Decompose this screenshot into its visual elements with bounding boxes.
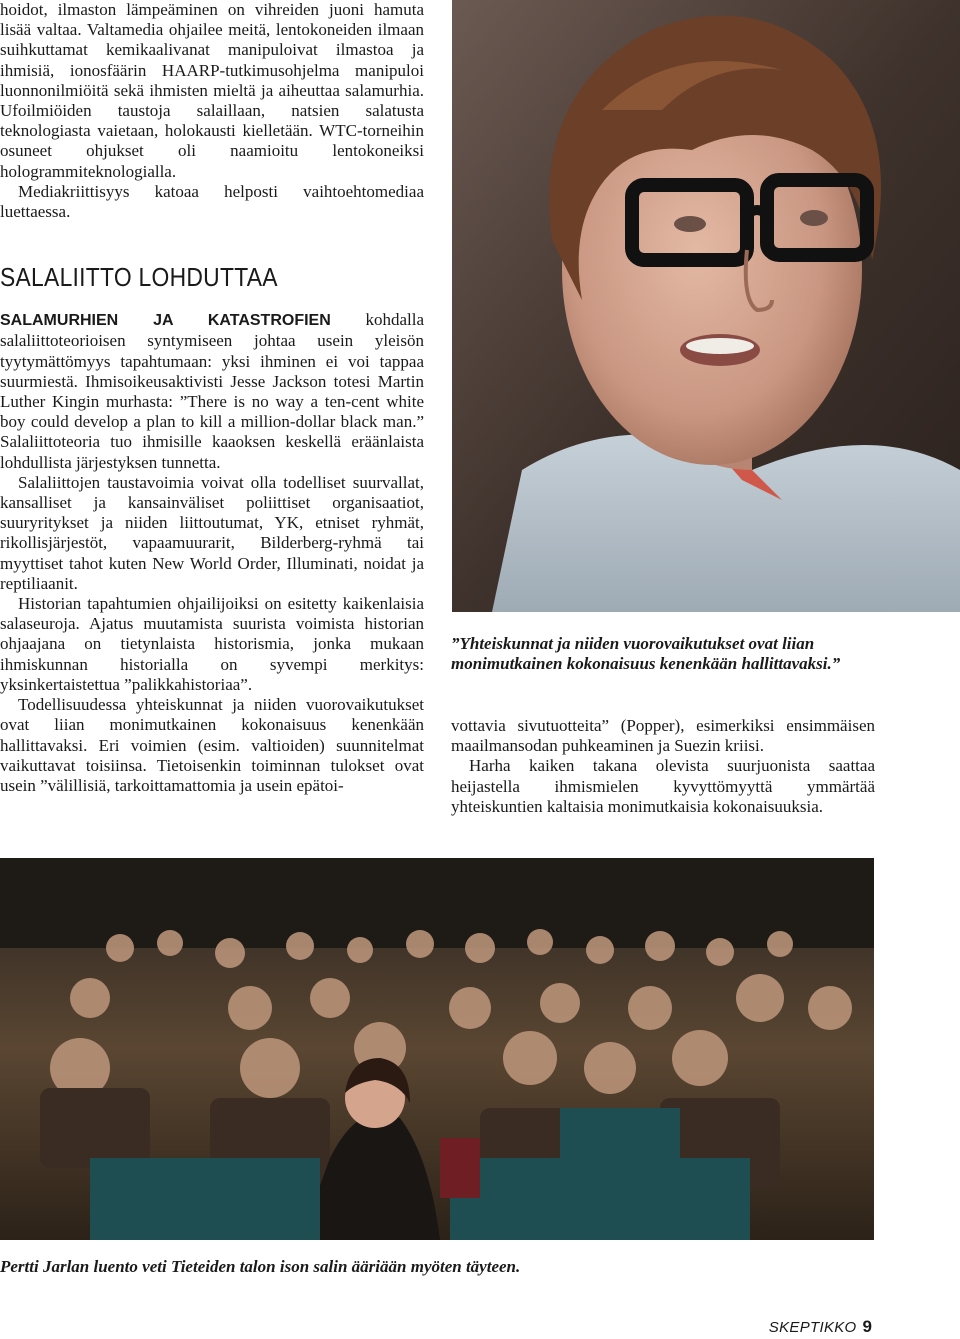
audience-photo (0, 858, 874, 1240)
paragraph: hoidot, ilmaston lämpeäminen on vihreiden juoni hamuta lisää valtaa. Valtamedia ohjailee meitä, lentokoneiden ilmaan suihkuttamat kemikaalivanat manipuloivat ilmastoa ja ihmisiä, ionosfäärin HAARP-tutkimusohjelma manipuloi luonnonilmiöitä sekä ihmisten mieltä ja aiheuttaa salamurhia. Ufoilmiöiden taustoja salaillaan, natsien salatusta teknologiasta vaietaan, holokausti kielletään. WTC-torneihin osuneet ohjukset oli naamioitu lentokoneiksi hologrammiteknologialla. (0, 0, 424, 181)
paragraph: Mediakriittisyys katoaa helposti vaihtoehtomediaa luettaessa. (0, 181, 424, 222)
portrait-photo (452, 0, 960, 612)
paragraph: vottavia sivutuotteita” (Popper), esimerkiksi ensimmäisen maailmansodan puhkeaminen ja Suezin kriisi. (451, 716, 875, 756)
page-number: 9 (862, 1317, 872, 1336)
lead-paragraph (0, 310, 424, 473)
pull-quote: ”Yhteiskunnat ja niiden vuorovaikutukset ovat liian monimutkainen kokonaisuus kenenkään hallittavaksi.” (451, 634, 841, 673)
lead-paragraph-text: kohdalla salaliittoteorioisen syntymiseen johtaa usein yleisön tyytymättömyys tapahtumaan: yksi ihminen ei voi tappaa suurmiestä. Ihmisoikeusaktivisti Jesse Jackson totesi Martin Luther Kingin murhasta: ”There is no way a ten-cent white boy could develop a plan to kill a million-dollar black man.” Salaliittoteoria tuo ihmisille kaaoksen keskellä eräänlaista lohdullista järjestyksen tunnetta. (0, 310, 424, 472)
magazine-name: SKEPTIKKO (768, 1319, 857, 1336)
left-column (0, 0, 424, 796)
paragraph: Harha kaiken takana olevista suurjuonista saattaa heijastella ihmismielen kyvyttömyyttä ymmärtää yhteiskuntien kaltaisia monimutkaisia kokonaisuuksia. (451, 756, 875, 816)
lead-in: SALAMURHIEN JA KATASTROFIEN (0, 312, 331, 330)
photo-caption: Pertti Jarlan luento veti Tieteiden talon ison salin ääriään myöten täyteen. (0, 1257, 521, 1276)
section-heading: SALALIITTO LOHDUTTAA (0, 262, 278, 293)
right-column (451, 716, 875, 817)
page-footer (769, 1318, 872, 1337)
paragraph: Salaliittojen taustavoimia voivat olla todelliset suurvallat, kansalliset ja kansainväliset poliittiset organisaatiot, suuryritykset ja niiden liittoutumat, YK, etniset ryhmät, rikollisjärjestöt, vapaamuurarit, Bilderberg-ryhmä tai myyttiset tahot kuten New World Order, Illuminati, noidat ja reptiliaanit. (0, 472, 424, 593)
paragraph: Historian tapahtumien ohjailijoiksi on esitetty kaikenlaisia salaseuroja. Ajatus muutamista suurista voimista historian ohjaajana on tietynlaista historismia, jonka mukaan ihmiskunnan historialla on syvempi merkitys: yksinkertaistettua ”palikkahistoriaa”. (0, 594, 424, 694)
paragraph: Todellisuudessa yhteiskunnat ja niiden vuorovaikutukset ovat liian monimutkainen kokonaisuus kenenkään hallittavaksi. Eri voimien (esim. valtioiden) suunnitelmat vaikuttavat toisiinsa. Tietoisenkin toiminnan tulokset ovat usein ”välillisiä, tarkoittamattomia ja usein epätoi- (0, 695, 424, 795)
